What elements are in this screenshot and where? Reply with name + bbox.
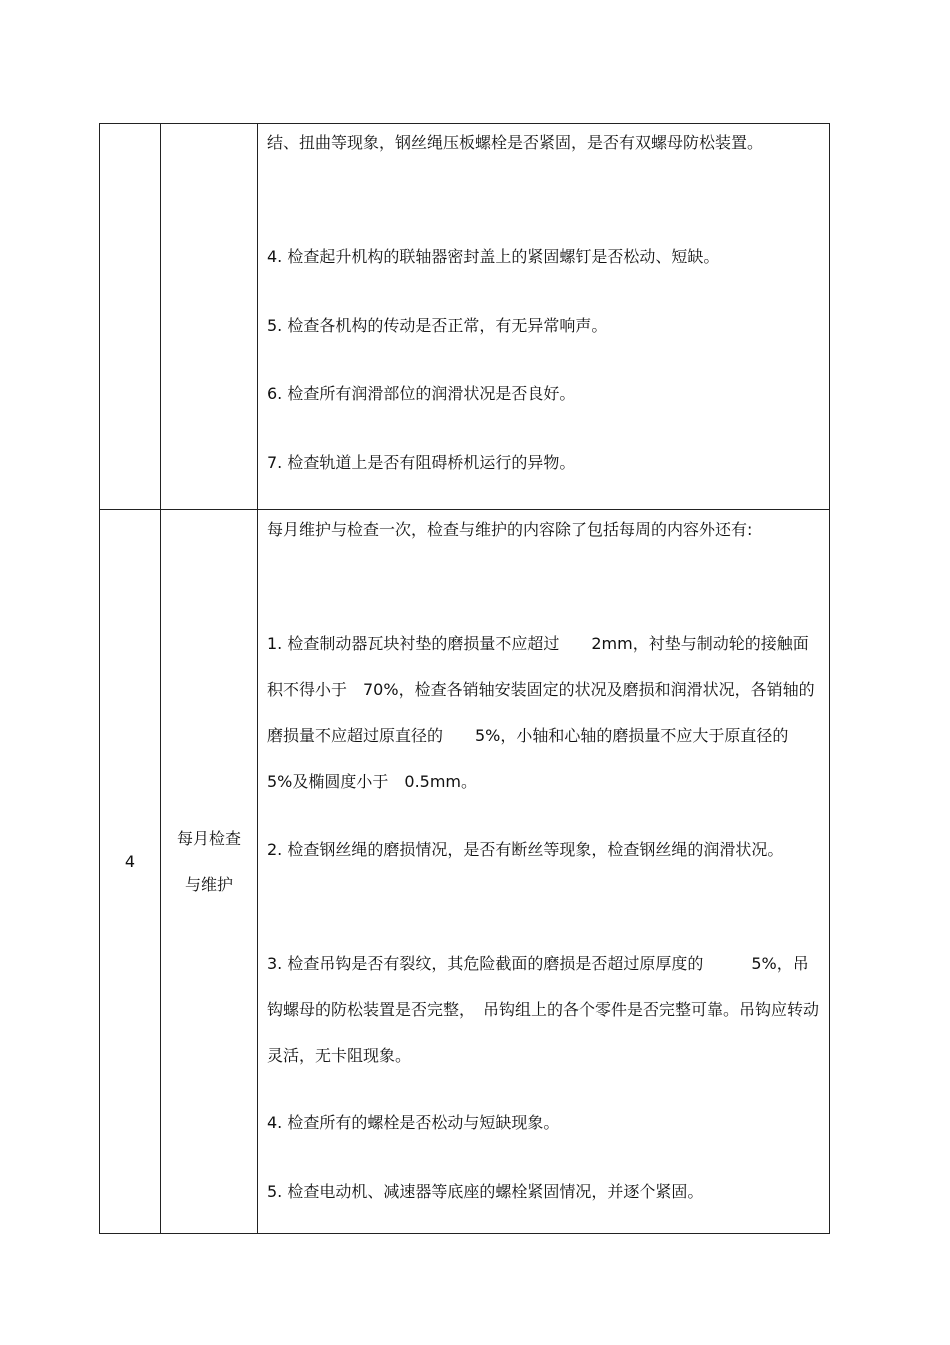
column-divider [160,124,161,1233]
category-line-1: 每月检查 [176,829,241,848]
row1-para-3: 5. 检查各机构的传动是否正常，有无异常响声。 [267,316,608,335]
row2-para-5: 4. 检查所有的螺栓是否松动与短缺现象。 [267,1113,560,1132]
column-divider [257,124,258,1233]
row2-para-6: 5. 检查电动机、减速器等底座的螺栓紧固情况，并逐个紧固。 [267,1182,704,1201]
row-number: 4 [124,852,136,871]
category-line-2: 与维护 [184,875,233,894]
row1-para-2: 4. 检查起升机构的联轴器密封盖上的紧固螺钉是否松动、短缺。 [267,247,720,266]
row2-para-4: 3. 检查吊钩是否有裂纹，其危险截面的磨损是否超过原厚度的 5%，吊钩螺母的防松装置是否完整， 吊钩组上的各个零件是否完整可靠。吊钩应转动灵活，无卡阻现象。 [267,954,820,1065]
row2-para-2: 1. 检查制动器瓦块衬垫的磨损量不应超过 2mm，衬垫与制动轮的接触面积不得小于 70%，检查各销轴安装固定的状况及磨损和润滑状况，各销轴的磨损量不应超过原直径的 5%，小轴和心轴的磨损量不应大于原直径的 5%及椭圆度小于 0.5mm。 [267,634,815,791]
row2-para-1: 每月维护与检查一次，检查与维护的内容除了包括每周的内容外还有: [267,520,753,539]
row-category [161,816,257,908]
row1-para-5: 7. 检查轨道上是否有阻碍桥机运行的异物。 [267,453,576,472]
row2-para-3: 2. 检查钢丝绳的磨损情况，是否有断丝等现象，检查钢丝绳的润滑状况。 [267,840,784,859]
row1-para-1: 结、扭曲等现象，钢丝绳压板螺栓是否紧固，是否有双螺母防松装置。 [267,133,764,152]
row1-para-4: 6. 检查所有润滑部位的润滑状况是否良好。 [267,384,576,403]
maintenance-table [99,123,830,1234]
